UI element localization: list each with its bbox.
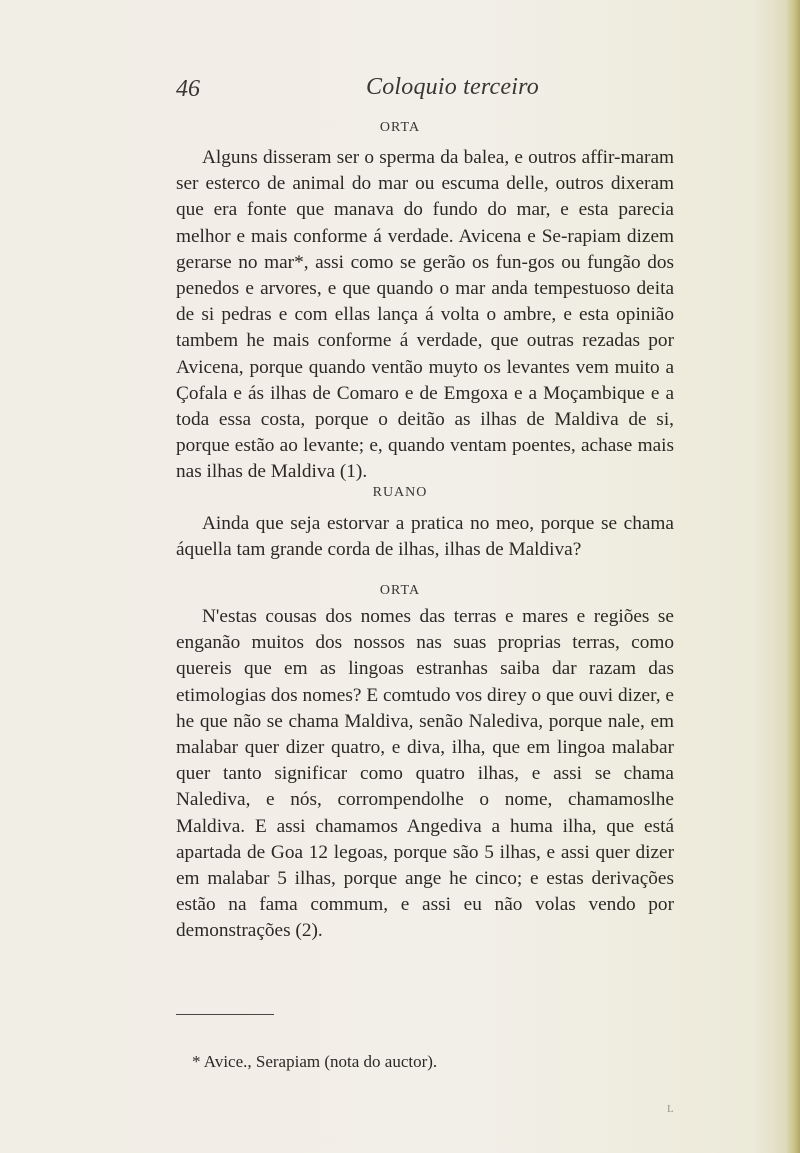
speaker-label-ruano: RUANO bbox=[372, 485, 428, 500]
paragraph-2-text: Ainda que seja estorvar a pratica no meo, porque se chama áquella tam grande corda de ilhas, ilhas de Maldiva? bbox=[176, 513, 674, 561]
speaker-label-orta-2: ORTA bbox=[379, 583, 421, 598]
paragraph-1-text: Alguns disseram ser o sperma da balea, e outros affir-maram ser esterco de animal do mar ou escuma delle, outros dixeram que era fonte que manava do fundo do mar, e esta parecia melhor e mais conforme á verdade. Avicena e Se-rapiam dizem gerarse no mar*, assi como se gerão os fun-gos ou fungão dos penedos e arvores, e que quando o mar anda tempestuoso deita de si pedras e com ellas lança á volta o ambre, e esta opinião tambem he mais conforme á verdade, que outras rezadas por Avicena, porque quando ventão muyto os levantes vem muito a Çofala e ás ilhas de Comaro e de Emgoxa e a Moçambique e a toda essa costa, porque o deitão as ilhas de Maldiva de si, porque estão ao levante; e, quando ventam poentes, achase mais nas ilhas de Maldiva (1). bbox=[176, 147, 674, 483]
paragraph-2 bbox=[176, 511, 674, 563]
page-header bbox=[0, 72, 800, 108]
page-number: 46 bbox=[176, 76, 200, 102]
paragraph-1 bbox=[176, 145, 674, 486]
stray-mark: L bbox=[667, 1103, 674, 1115]
paragraph-3-text: N'estas cousas dos nomes das terras e mares e regiões se enganão muitos dos nossos nas suas proprias terras, como quereis que em as lingoas estranhas saiba dar razam das etimologias dos nomes? E comtudo vos direy o que ouvi dizer, e he que não se chama Maldiva, senão Nalediva, porque nale, em malabar quer dizer quatro, e diva, ilha, que em lingoa malabar quer tanto significar como quatro ilhas, e assi se chama Nalediva, e nós, corrompendolhe o nome, chamamoslhe Maldiva. E assi chamamos Angediva a huma ilha, que está apartada de Goa 12 legoas, porque são 5 ilhas, e assi quer dizer em malabar 5 ilhas, porque ange he cinco; e estas derivações estão na fama commum, e assi eu não volas vendo por demonstrações (2). bbox=[176, 606, 674, 942]
page-edge-shadow bbox=[786, 0, 800, 1153]
footnote: * Avice., Serapiam (nota do auctor). bbox=[192, 1052, 438, 1071]
footnote-rule bbox=[176, 1014, 274, 1015]
speaker-label-orta-1: ORTA bbox=[379, 120, 421, 135]
running-title: Coloquio terceiro bbox=[366, 74, 539, 100]
paragraph-3 bbox=[176, 604, 674, 945]
